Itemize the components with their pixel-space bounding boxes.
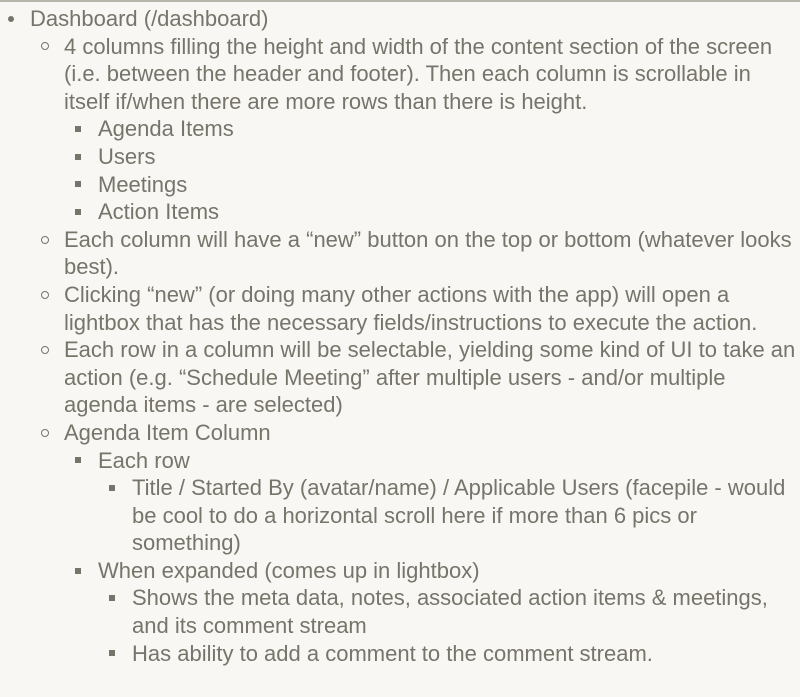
- list-item-new-button: [30, 226, 800, 281]
- list-item-text: Each column will have a “new” button on the top or bottom (whatever looks best).: [64, 226, 792, 280]
- circle-bullet-icon: [41, 33, 49, 61]
- list-item-text: Agenda Items: [98, 116, 234, 142]
- list-item-action-items: [64, 198, 800, 226]
- disc-bullet-icon: [8, 5, 14, 33]
- list-item-text: Users: [98, 143, 156, 169]
- list-item-when-expanded: [64, 557, 800, 667]
- outline-level-2: [0, 33, 800, 668]
- list-item-text: Has ability to add a comment to the comment stream.: [132, 640, 653, 666]
- circle-bullet-icon: [41, 336, 49, 364]
- list-item-text: Agenda Item Column: [64, 419, 271, 445]
- list-item-text: 4 columns filling the height and width of the content section of the screen (i.e. between the header and footer). Then each column is scrollable in itself if/when there are more rows than there is height.: [64, 33, 773, 114]
- list-item-users: [64, 143, 800, 171]
- list-item-text: Action Items: [98, 199, 220, 225]
- list-item-text: Each row in a column will be selectable, yielding some kind of UI to take an action (e.g. “Schedule Meeting” after multiple users - and/or multiple agenda items - are selected): [64, 337, 796, 418]
- list-item-dashboard: [0, 5, 800, 667]
- circle-bullet-icon: [41, 419, 49, 447]
- square-bullet-icon: [75, 143, 81, 171]
- square-bullet-icon: [75, 198, 81, 226]
- square-bullet-icon: [75, 557, 81, 585]
- list-item-text: Dashboard (/dashboard): [30, 6, 269, 31]
- list-item-text: When expanded (comes up in lightbox): [98, 557, 480, 583]
- square-bullet-icon: [75, 447, 81, 475]
- square-bullet-icon: [109, 640, 115, 668]
- list-item-each-row: [64, 447, 800, 557]
- outline-level-4: [98, 474, 800, 557]
- list-item-shows-meta: [98, 584, 800, 639]
- outline-level-1: [0, 5, 800, 667]
- square-bullet-icon: [109, 584, 115, 612]
- list-item-agenda-items: [64, 115, 800, 143]
- square-bullet-icon: [109, 474, 115, 502]
- square-bullet-icon: [75, 115, 81, 143]
- list-item-add-comment: [98, 640, 800, 668]
- list-item-meetings: [64, 171, 800, 199]
- list-item-selectable-rows: [30, 336, 800, 419]
- list-item-text: Clicking “new” (or doing many other actions with the app) will open a lightbox that has the necessary fields/instructions to execute the action.: [64, 281, 758, 335]
- list-item-columns: [30, 33, 800, 226]
- list-item-text: Shows the meta data, notes, associated action items & meetings, and its comment stream: [132, 585, 768, 639]
- circle-bullet-icon: [41, 281, 49, 309]
- square-bullet-icon: [75, 171, 81, 199]
- list-item-row-fields: [98, 474, 800, 557]
- outline-level-3: [64, 447, 800, 668]
- list-item-text: Title / Started By (avatar/name) / Applicable Users (facepile - would be cool to do a horizontal scroll here if more than 6 pics or something): [132, 475, 786, 556]
- list-item-text: Meetings: [98, 171, 188, 197]
- spec-document: [0, 2, 800, 667]
- list-item-text: Each row: [98, 447, 190, 473]
- outline-level-3: [64, 115, 800, 225]
- list-item-agenda-item-column: [30, 419, 800, 667]
- circle-bullet-icon: [41, 226, 49, 254]
- outline-level-4: [98, 584, 800, 667]
- list-item-lightbox: [30, 281, 800, 336]
